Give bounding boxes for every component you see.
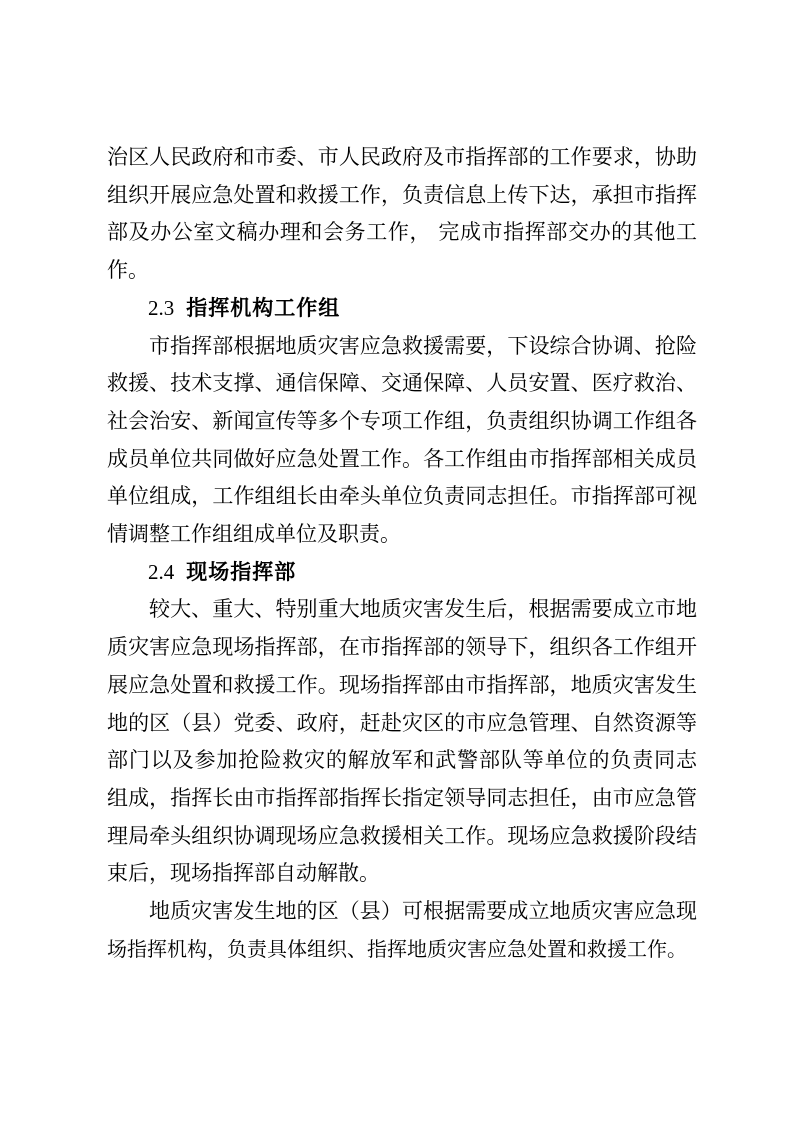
section-heading-2-4 xyxy=(148,552,296,592)
paragraph-line: 部门以及参加抢险救灾的解放军和武警部队等单位的负责同志 xyxy=(107,748,697,772)
paragraph-line: 组成，指挥长由市指挥部指挥长指定领导同志担任，由市应急管 xyxy=(107,786,697,810)
paragraph-line: 救援、技术支撑、通信保障、交通保障、人员安置、医疗救治、 xyxy=(107,371,697,395)
paragraph-line: 单位组成，工作组组长由牵头单位负责同志担任。市指挥部可视 xyxy=(107,484,697,508)
paragraph-line: 地质灾害发生地的区（县）可根据需要成立地质灾害应急现 xyxy=(149,899,697,923)
paragraph-line: 场指挥机构，负责具体组织、指挥地质灾害应急处置和救援工作。 xyxy=(107,937,687,961)
paragraph-line: 部及办公室文稿办理和会务工作， 完成市指挥部交办的其他工 xyxy=(107,220,697,244)
section-number: 2.4 xyxy=(148,560,175,584)
section-number: 2.3 xyxy=(148,296,175,320)
paragraph-line: 治区人民政府和市委、市人民政府及市指挥部的工作要求，协助 xyxy=(107,145,697,169)
paragraph-line: 质灾害应急现场指挥部，在市指挥部的领导下，组织各工作组开 xyxy=(107,635,697,659)
paragraph-line: 社会治安、新闻宣传等多个专项工作组，负责组织协调工作组各 xyxy=(107,409,697,433)
paragraph-line: 市指挥部根据地质灾害应急救援需要，下设综合协调、抢险 xyxy=(149,334,697,358)
section-title: 指挥机构工作组 xyxy=(186,296,341,320)
paragraph-line: 组织开展应急处置和救援工作，负责信息上传下达，承担市指挥 xyxy=(107,183,697,207)
paragraph-line: 较大、重大、特别重大地质灾害发生后，根据需要成立市地 xyxy=(149,597,697,621)
section-title: 现场指挥部 xyxy=(186,560,297,584)
paragraph-line: 成员单位共同做好应急处置工作。各工作组由市指挥部相关成员 xyxy=(107,447,697,471)
paragraph-line: 理局牵头组织协调现场应急救援相关工作。现场应急救援阶段结 xyxy=(107,824,697,848)
paragraph-line: 情调整工作组组成单位及职责。 xyxy=(107,522,401,546)
paragraph-line: 展应急处置和救援工作。现场指挥部由市指挥部，地质灾害发生 xyxy=(107,673,697,697)
paragraph-line: 作。 xyxy=(107,258,149,282)
section-heading-2-3 xyxy=(148,288,340,328)
paragraph-line: 地的区（县）党委、政府，赶赴灾区的市应急管理、自然资源等 xyxy=(107,711,697,735)
paragraph-line: 束后，现场指挥部自动解散。 xyxy=(107,861,380,885)
